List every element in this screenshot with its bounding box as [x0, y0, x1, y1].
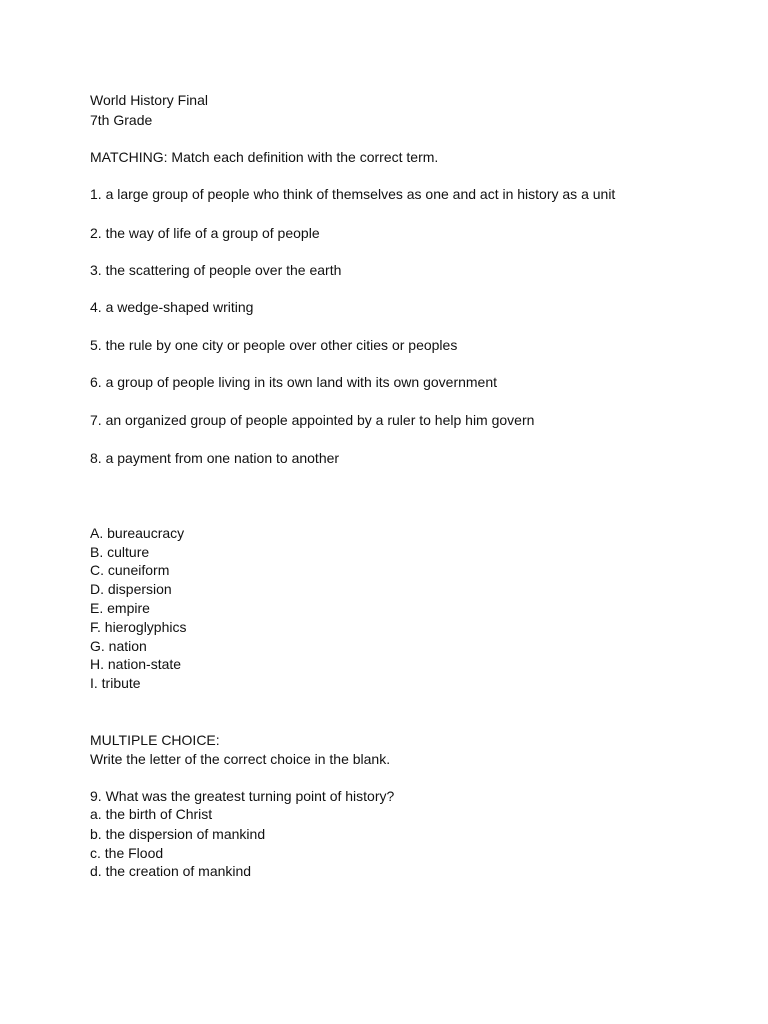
definition-item: 5. the rule by one city or people over other cities or peoples: [90, 337, 458, 353]
definition-item: 4. a wedge-shaped writing: [90, 299, 254, 315]
document-page: [90, 0, 750, 1024]
term-item: G. nation: [90, 638, 147, 654]
answer-choice: b. the dispersion of mankind: [90, 826, 266, 842]
definition-item: 8. a payment from one nation to another: [90, 450, 340, 466]
term-item: H. nation-state: [90, 656, 182, 672]
term-item: E. empire: [90, 600, 150, 616]
multiple-choice-heading: MULTIPLE CHOICE:: [90, 732, 220, 748]
term-item: I. tribute: [90, 675, 141, 691]
definition-item: 7. an organized group of people appointed by a ruler to help him govern: [90, 412, 535, 428]
definition-item: 1. a large group of people who think of themselves as one and act in history as a unit: [90, 186, 616, 202]
term-item: B. culture: [90, 544, 150, 560]
answer-choice: c. the Flood: [90, 845, 164, 861]
grade-label: 7th Grade: [90, 112, 153, 128]
term-item: F. hieroglyphics: [90, 619, 187, 635]
definition-item: 2. the way of life of a group of people: [90, 225, 320, 241]
answer-choice: a. the birth of Christ: [90, 806, 213, 822]
term-item: A. bureaucracy: [90, 525, 185, 541]
term-item: C. cuneiform: [90, 562, 170, 578]
multiple-choice-instructions: Write the letter of the correct choice in the blank.: [90, 751, 391, 767]
definition-item: 3. the scattering of people over the earth: [90, 262, 342, 278]
term-item: D. dispersion: [90, 581, 172, 597]
answer-choice: d. the creation of mankind: [90, 863, 252, 879]
definition-item: 6. a group of people living in its own land with its own government: [90, 374, 498, 390]
document-title: World History Final: [90, 92, 208, 108]
matching-instructions: MATCHING: Match each definition with the correct term.: [90, 149, 439, 165]
question-text: 9. What was the greatest turning point of history?: [90, 788, 395, 804]
